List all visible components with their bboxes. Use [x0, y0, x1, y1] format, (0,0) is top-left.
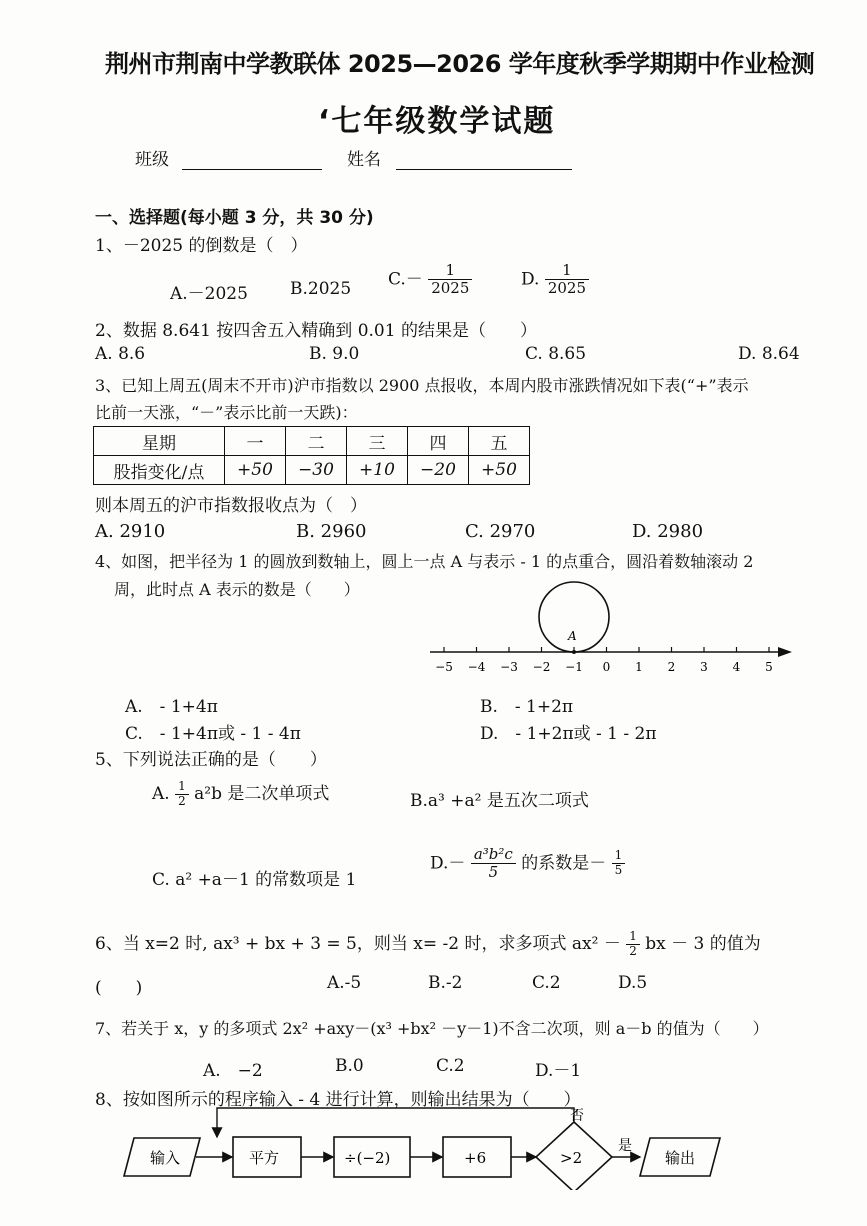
- table-cell: +10: [347, 456, 408, 485]
- q2-option-d: D. 8.64: [738, 344, 800, 364]
- class-blank[interactable]: [182, 169, 322, 170]
- q4-stem-line2: 周，此时点 A 表示的数是（ ）: [114, 580, 360, 599]
- q6-stem: [95, 929, 761, 959]
- q5-a-prefix: A.: [152, 784, 170, 804]
- axis-tick-label: 2: [667, 660, 676, 674]
- q1-c-fraction: $\frac{1}{2025}$: [428, 262, 472, 298]
- q7-option-b: B.0: [335, 1056, 364, 1076]
- name-field: [347, 145, 572, 170]
- q6-fraction: $\frac{1}{2}$: [626, 930, 640, 959]
- q5-d-fraction: $\frac{\text{a³b²c}}{5}$: [471, 846, 516, 882]
- number-line-figure: [420, 570, 800, 685]
- q4-option-d: D. - 1+2π或 - 1 - 2π: [480, 724, 657, 744]
- q3-question: 则本周五的沪市指数报收点为（ ）: [95, 496, 367, 516]
- table-cell: +50: [469, 456, 530, 485]
- table-header-row: [94, 427, 530, 456]
- exam-title: 荆州市荆南中学教联体 2025—2026 学年度秋季学期期中作业检测: [105, 50, 815, 78]
- subtitle-mark: ‘: [318, 104, 332, 139]
- q2-option-a: A. 8.6: [95, 344, 146, 364]
- axis-tick-label: 0: [602, 660, 611, 674]
- q3-option-d: D. 2980: [632, 521, 704, 542]
- q1-c-prefix: C.－: [388, 269, 423, 290]
- q1-option-d: [521, 262, 589, 298]
- flow-divide-label: ÷(−2): [344, 1149, 391, 1167]
- q7-option-d: D.－1: [535, 1061, 582, 1081]
- table-cell: 五: [469, 427, 530, 456]
- axis-tick-label: 3: [700, 660, 708, 674]
- table-cell: +50: [225, 456, 286, 485]
- axis-tick-label: −1: [565, 660, 583, 674]
- q6-stem-part2: bx － 3 的值为: [645, 934, 761, 954]
- q1-d-fraction: $\frac{1}{2025}$: [545, 262, 589, 298]
- q5-a-expr: a²b 是二次单项式: [194, 784, 330, 804]
- q4-option-b: B. - 1+2π: [480, 697, 574, 717]
- flowchart: [120, 1100, 740, 1190]
- q3-option-a: A. 2910: [95, 521, 166, 542]
- q7-stem: 7、若关于 x，y 的多项式 2x² +axy－(x³ +bx² －y－1)不含二次项，则 a－b 的值为（ ）: [95, 1019, 769, 1038]
- table-cell: 一: [225, 427, 286, 456]
- q5-option-b: B.a³ +a² 是五次二项式: [410, 791, 589, 811]
- q5-option-a: [152, 779, 329, 809]
- name-blank[interactable]: [396, 169, 572, 170]
- q3-stem-line1: 3、已知上周五(周末不开市)沪市指数以 2900 点报收，本周内股市涨跌情况如下表(“+”表示: [95, 376, 749, 395]
- flow-no-label: 否: [570, 1108, 584, 1124]
- q5-option-c: C. a² +a－1 的常数项是 1: [152, 870, 357, 890]
- q6-stem-part1: 6、当 x=2 时, ax³ + bx + 3 = 5，则当 x= -2 时，求多项式 ax² －: [95, 934, 621, 954]
- axis-tick-label: 1: [635, 660, 643, 674]
- flow-output-label: 输出: [665, 1149, 696, 1167]
- q3-option-b: B. 2960: [296, 521, 367, 542]
- table-cell: −20: [408, 456, 469, 485]
- q2-stem: 2、数据 8.641 按四舍五入精确到 0.01 的结果是（ ）: [95, 321, 537, 341]
- class-field: [135, 145, 322, 170]
- q5-option-d: [430, 846, 625, 882]
- q3-option-c: C. 2970: [465, 521, 536, 542]
- q5-stem: 5、下列说法正确的是（ ）: [95, 750, 327, 770]
- flow-add-label: +6: [464, 1149, 487, 1167]
- exam-subtitle: [318, 96, 555, 140]
- table-cell: 三: [347, 427, 408, 456]
- table-cell: −30: [286, 456, 347, 485]
- axis-arrow: [778, 647, 792, 657]
- q2-option-b: B. 9.0: [309, 344, 360, 364]
- q7-option-c: C.2: [436, 1056, 465, 1076]
- axis-tick-label: 4: [732, 660, 741, 674]
- flow-yes-label: 是: [618, 1138, 632, 1154]
- q1-option-b: B.2025: [290, 279, 352, 299]
- q8-stem: 8、按如图所示的程序输入 - 4 进行计算，则输出结果为（ ）: [95, 1090, 581, 1110]
- flow-condition-label: >2: [560, 1149, 583, 1167]
- q1-option-a: A.－2025: [170, 284, 248, 304]
- q4-option-c: C. - 1+4π或 - 1 - 4π: [125, 724, 301, 744]
- q7-option-a: A. −2: [203, 1061, 263, 1081]
- flow-square-label: 平方: [249, 1149, 280, 1167]
- axis-ticks: [435, 647, 773, 674]
- axis-tick-label: −3: [500, 660, 518, 674]
- axis-tick-label: −5: [435, 660, 453, 674]
- axis-tick-label: −2: [532, 660, 551, 674]
- q5-a-fraction: $\frac{1}{2}$: [175, 780, 189, 809]
- subtitle-text: 七年级数学试题: [331, 104, 556, 139]
- table-row: [94, 456, 530, 485]
- table-cell: 星期: [94, 427, 225, 456]
- axis-tick-label: 5: [765, 660, 773, 674]
- axis-tick-label: −4: [467, 660, 486, 674]
- flow-input-label: 输入: [150, 1149, 181, 1167]
- q2-option-c: C. 8.65: [525, 344, 587, 364]
- q6-paren: ( ): [95, 978, 143, 998]
- q1-option-c: [388, 262, 472, 298]
- table-cell: 四: [408, 427, 469, 456]
- table-cell: 股指变化/点: [94, 456, 225, 485]
- point-a-label: A: [568, 629, 577, 643]
- stock-table: [93, 426, 530, 485]
- q4-option-a: A. - 1+4π: [125, 697, 218, 717]
- q3-stem-line2: 比前一天涨，“－”表示比前一天跌)：: [95, 403, 358, 422]
- class-label: 班级: [135, 150, 169, 170]
- q5-d-suffix: 的系数是－: [521, 853, 607, 874]
- q4-stem-line1: 4、如图，把半径为 1 的圆放到数轴上，圆上一点 A 与表示 - 1 的点重合，圆沿着数轴滚动 2: [95, 552, 754, 571]
- section-heading: 一、选择题(每小题 3 分，共 30 分): [95, 208, 374, 228]
- q5-d-coef-fraction: $\frac{1}{5}$: [612, 849, 626, 878]
- q5-d-prefix: D.－: [430, 853, 466, 874]
- q1-d-prefix: D.: [521, 269, 540, 290]
- flow-loop-arrow: [217, 1108, 574, 1137]
- q6-option-c: C.2: [532, 973, 561, 993]
- q6-option-b: B.-2: [428, 973, 463, 993]
- name-label: 姓名: [347, 150, 381, 170]
- table-cell: 二: [286, 427, 347, 456]
- q6-option-a: A.-5: [327, 973, 362, 993]
- q1-stem: 1、－2025 的倒数是（ ）: [95, 236, 308, 256]
- q6-option-d: D.5: [618, 973, 648, 993]
